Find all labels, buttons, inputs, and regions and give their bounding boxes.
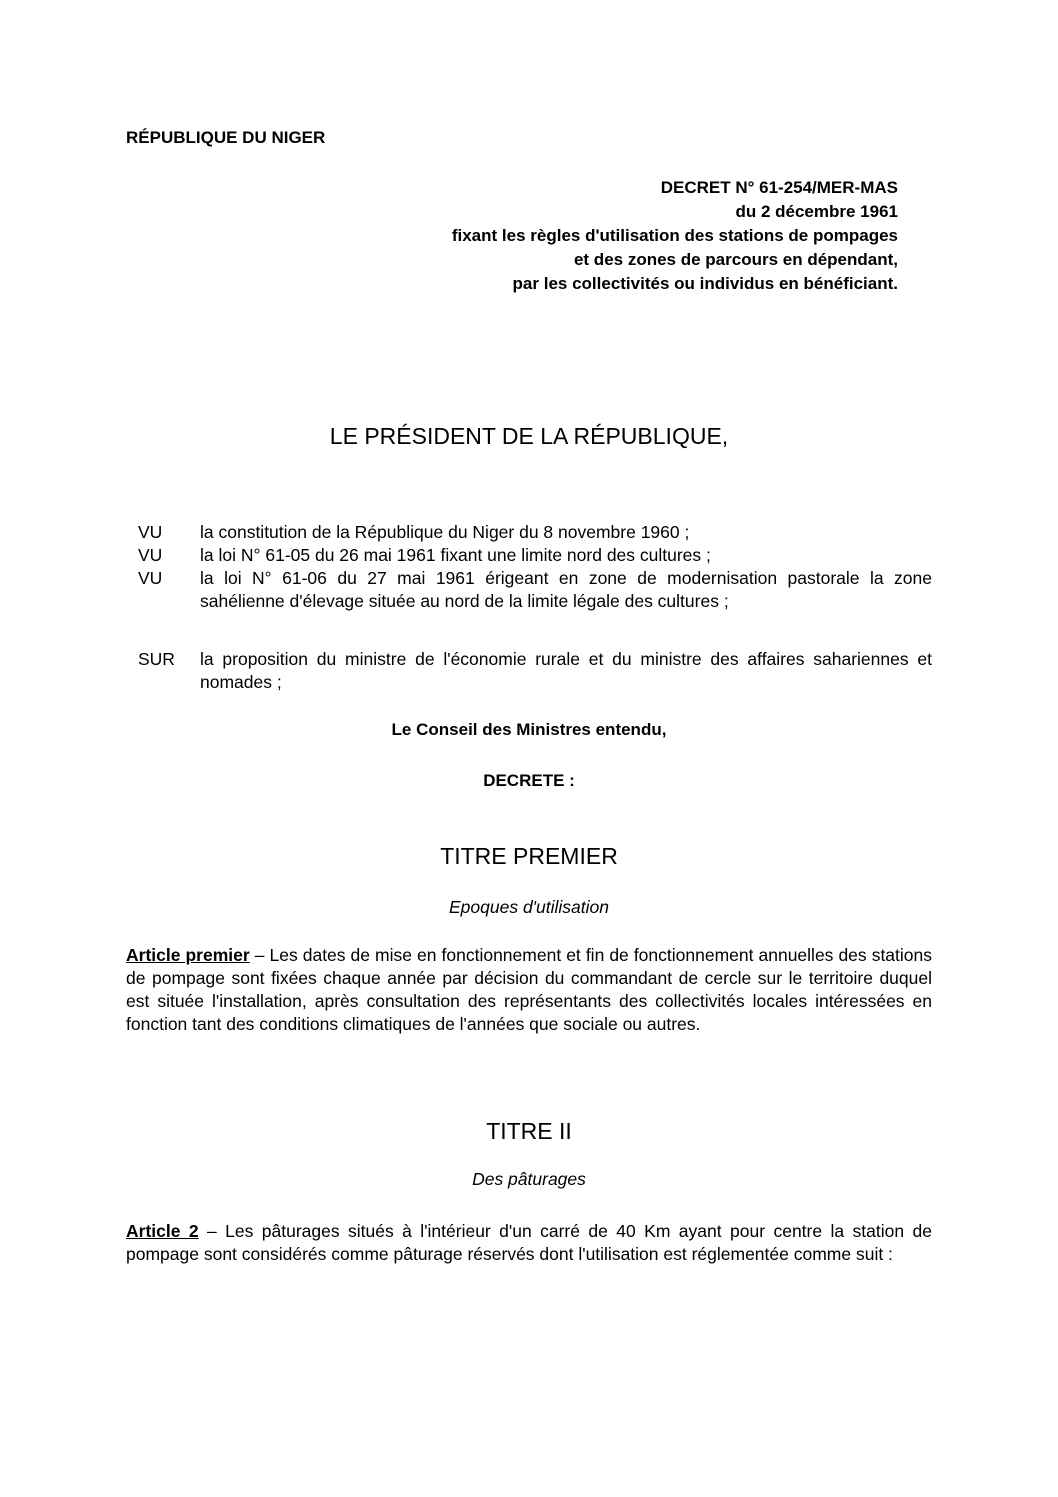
- decree-subject-line-3: par les collectivités ou individus en bénéficiant.: [512, 274, 898, 293]
- decree-header: [452, 176, 898, 296]
- visa-key: VU: [138, 568, 163, 588]
- visa-key: VU: [138, 522, 163, 542]
- president-heading: LE PRÉSIDENT DE LA RÉPUBLIQUE,: [329, 423, 729, 449]
- visa-item: [138, 544, 938, 567]
- visa-text: la constitution de la République du Niger du 8 novembre 1960 ;: [200, 522, 690, 542]
- sur-row: [138, 648, 938, 694]
- decree-date: du 2 décembre 1961: [735, 202, 898, 221]
- visa-key: VU: [138, 545, 163, 565]
- article-label: Article premier: [126, 945, 250, 965]
- article-label: Article 2: [126, 1221, 199, 1241]
- article-2: [126, 1220, 932, 1266]
- section-subtitle-2: Des pâturages: [472, 1169, 586, 1189]
- visa-item: [138, 521, 938, 544]
- visa-item: [138, 567, 938, 613]
- country-heading: RÉPUBLIQUE DU NIGER: [126, 128, 326, 147]
- sur-text: la proposition du ministre de l'économie rurale et du ministre des affaires sahariennes et nomades ;: [200, 649, 932, 692]
- visas-list: [138, 521, 938, 613]
- article-text: – Les dates de mise en fonctionnement et fin de fonctionnement annuelles des stations de pompage sont fixées chaque année par décision du commandant de cercle sur le territoire duquel est située l'installation, après consultation des représentants des collectivités locales intéressées en fonction tant des conditions climatiques de l'années que sociale ou autres.: [126, 945, 933, 1034]
- council-line: Le Conseil des Ministres entendu,: [391, 720, 667, 739]
- decree-subject-line-1: fixant les règles d'utilisation des stations de pompages: [451, 226, 898, 245]
- visa-text: la loi N° 61-06 du 27 mai 1961 érigeant en zone de modernisation pastorale la zone sahélienne d'élevage située au nord de la limite légale des cultures ;: [200, 568, 932, 611]
- visa-text: la loi N° 61-05 du 26 mai 1961 fixant une limite nord des cultures ;: [200, 545, 711, 565]
- decree-number: DECRET N° 61-254/MER-MAS: [660, 178, 898, 197]
- decree-subject-line-2: et des zones de parcours en dépendant,: [573, 250, 898, 269]
- article-text: – Les pâturages situés à l'intérieur d'un carré de 40 Km ayant pour centre la station de pompage sont considérés comme pâturage réservés dont l'utilisation est réglementée comme suit :: [126, 1221, 932, 1264]
- decrete-line: DECRETE :: [483, 771, 575, 790]
- article-premier: [126, 944, 932, 1036]
- section-subtitle-1: Epoques d'utilisation: [449, 897, 609, 917]
- sur-clause: [138, 648, 938, 694]
- section-title-2: TITRE II: [486, 1118, 572, 1144]
- section-title-1: TITRE PREMIER: [440, 843, 618, 869]
- sur-key: SUR: [138, 649, 175, 669]
